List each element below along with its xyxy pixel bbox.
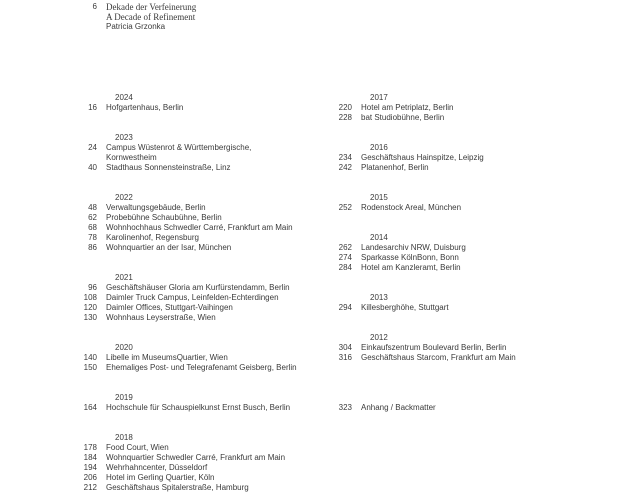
toc-entry [0, 463, 285, 473]
toc-entry [0, 303, 290, 313]
project-title: Geschäftshaus Spitalerstraße, Hamburg [106, 483, 249, 492]
essay-author: Patricia Grzonka [106, 22, 166, 31]
intro-essay-entry [0, 2, 300, 32]
page-number: 234 [338, 153, 352, 162]
toc-entry [0, 293, 290, 303]
year-heading: 2018 [115, 433, 133, 442]
project-title: Stadthaus Sonnensteinstraße, Linz [106, 163, 231, 172]
toc-entry [256, 303, 449, 313]
project-title: Wohnquartier Schwedler Carré, Frankfurt am Main [106, 453, 286, 462]
page-number: 78 [88, 233, 97, 242]
project-title: Verwaltungsgebäude, Berlin [106, 203, 206, 212]
project-title: Hofgartenhaus, Berlin [106, 103, 184, 112]
toc-entry [256, 353, 516, 363]
toc-entry [256, 103, 453, 113]
toc-entry [0, 313, 290, 323]
year-heading: 2015 [370, 193, 388, 202]
page-number: 316 [338, 353, 352, 362]
page-number: 178 [83, 443, 97, 452]
toc-entry [0, 163, 251, 173]
backmatter-title: Anhang / Backmatter [361, 403, 436, 412]
year-heading: 2022 [115, 193, 133, 202]
year-section-2024 [0, 93, 183, 113]
toc-entry [0, 473, 285, 483]
year-heading: 2014 [370, 233, 388, 242]
page-number: 16 [88, 103, 97, 112]
project-title: Wehrhahncenter, Düsseldorf [106, 463, 208, 472]
year-section-2017 [256, 93, 453, 123]
page-number: 274 [338, 253, 352, 262]
year-heading: 2013 [370, 293, 388, 302]
page-number: 284 [338, 263, 352, 272]
page-number: 304 [338, 343, 352, 352]
project-title: Libelle im MuseumsQuartier, Wien [106, 353, 228, 362]
year-section-2012 [256, 333, 516, 363]
project-title: Hotel am Kanzleramt, Berlin [361, 263, 461, 272]
page-number: 140 [83, 353, 97, 362]
project-title: Daimler Offices, Stuttgart-Vaihingen [106, 303, 233, 312]
toc-entry [0, 283, 290, 293]
toc-entry [0, 363, 297, 373]
project-title: Wohnhaus Leyserstraße, Wien [106, 313, 216, 322]
page-number: 40 [88, 163, 97, 172]
project-title: Rodenstock Areal, München [361, 203, 462, 212]
page-number: 108 [83, 293, 97, 302]
toc-entry [256, 243, 466, 253]
page-number: 262 [338, 243, 352, 252]
project-title: Wohnquartier an der Isar, München [106, 243, 232, 252]
toc-entry [256, 253, 466, 263]
project-title: Probebühne Schaubühne, Berlin [106, 213, 222, 222]
toc-entry [0, 453, 285, 463]
year-section-2022 [0, 193, 293, 253]
year-section-2023 [0, 133, 251, 173]
page-number: 184 [83, 453, 97, 462]
toc-entry [0, 213, 293, 223]
toc-entry [256, 113, 453, 123]
page-number: 62 [88, 213, 97, 222]
year-section-2021 [0, 273, 290, 323]
page-number: 323 [338, 403, 352, 412]
year-heading: 2021 [115, 273, 133, 282]
toc-entry [0, 143, 251, 163]
page-number: 220 [338, 103, 352, 112]
page-number: 242 [338, 163, 352, 172]
year-heading: 2024 [115, 93, 133, 102]
page-number: 150 [83, 363, 97, 372]
page-number: 120 [83, 303, 97, 312]
project-title: Hochschule für Schauspielkunst Ernst Busch, Berlin [106, 403, 291, 412]
project-title: Ehemaliges Post- und Telegrafenamt Geisberg, Berlin [106, 363, 297, 372]
page-number: 228 [338, 113, 352, 122]
project-title: Einkaufszentrum Boulevard Berlin, Berlin [361, 343, 507, 352]
year-section-2014 [256, 233, 466, 273]
project-title: Platanenhof, Berlin [361, 163, 429, 172]
toc-entry [0, 233, 293, 243]
page-number: 48 [88, 203, 97, 212]
toc-entry [256, 343, 516, 353]
page-number: 194 [83, 463, 97, 472]
page-number: 252 [338, 203, 352, 212]
page-number: 96 [88, 283, 97, 292]
year-section-2015 [256, 193, 461, 213]
toc-entry [0, 203, 293, 213]
page-number: 6 [92, 2, 97, 11]
project-title: Hotel am Petriplatz, Berlin [361, 103, 454, 112]
year-heading: 2020 [115, 343, 133, 352]
toc-entry [256, 263, 466, 273]
year-heading: 2019 [115, 393, 133, 402]
project-title: Hotel im Gerling Quartier, Köln [106, 473, 215, 482]
page-number: 294 [338, 303, 352, 312]
project-title: Campus Wüstenrot & Württembergische, [106, 143, 252, 152]
project-title: Karolinenhof, Regensburg [106, 233, 199, 242]
year-heading: 2017 [370, 93, 388, 102]
page-number: 164 [83, 403, 97, 412]
toc-entry [0, 483, 285, 493]
page-number: 130 [83, 313, 97, 322]
page-number: 86 [88, 243, 97, 252]
toc-entry [0, 353, 297, 363]
page-number: 206 [83, 473, 97, 482]
project-title: Sparkasse KölnBonn, Bonn [361, 253, 459, 262]
toc-entry [0, 103, 183, 113]
project-title: Wohnhochhaus Schwedler Carré, Frankfurt am Main [106, 223, 293, 232]
project-title: Food Court, Wien [106, 443, 169, 452]
toc-entry [0, 243, 293, 253]
year-heading: 2012 [370, 333, 388, 342]
toc-entry [0, 403, 290, 413]
page-number: 24 [88, 143, 97, 152]
year-section-2018 [0, 433, 285, 493]
backmatter-section [256, 403, 436, 413]
project-title: Geschäftshaus Starcom, Frankfurt am Main [361, 353, 516, 362]
year-section-2019 [0, 393, 290, 413]
year-section-2016 [256, 143, 484, 173]
essay-title-de: Dekade der Verfeinerung [106, 2, 197, 12]
year-section-2020 [0, 343, 297, 373]
toc-entry [0, 443, 285, 453]
essay-title-en: A Decade of Refinement [106, 12, 196, 22]
page-number: 68 [88, 223, 97, 232]
project-title: Geschäftshaus Hainspitze, Leipzig [361, 153, 484, 162]
year-heading: 2016 [370, 143, 388, 152]
project-title: Killesberghöhe, Stuttgart [361, 303, 449, 312]
project-title: Daimler Truck Campus, Leinfelden-Echterdingen [106, 293, 279, 302]
project-title: Landesarchiv NRW, Duisburg [361, 243, 466, 252]
year-heading: 2023 [115, 133, 133, 142]
project-title: bat Studiobühne, Berlin [361, 113, 445, 122]
toc-entry [256, 203, 461, 213]
project-title-continued: Kornwestheim [106, 153, 157, 162]
toc-entry [0, 223, 293, 233]
toc-entry [256, 403, 436, 413]
year-section-2013 [256, 293, 449, 313]
toc-entry [256, 163, 484, 173]
project-title: Geschäftshäuser Gloria am Kurfürstendamm, Berlin [106, 283, 290, 292]
page-number: 212 [83, 483, 97, 492]
toc-entry [256, 153, 484, 163]
